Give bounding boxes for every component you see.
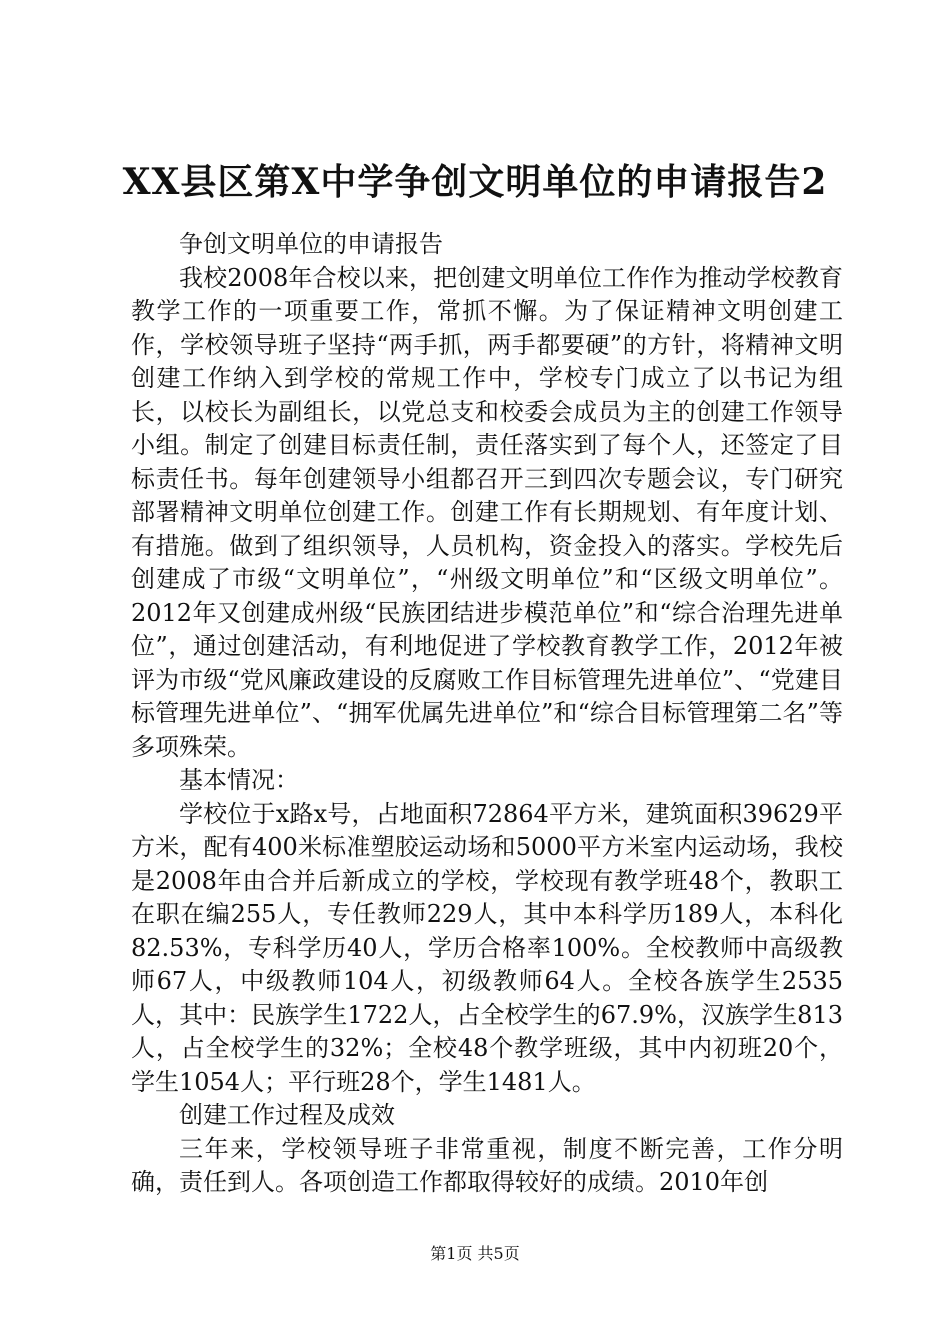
section-heading-process: 创建工作过程及成效 [179, 1101, 395, 1129]
intro-paragraph: 我校2008年合校以来，把创建文明单位工作作为推动学校教育教学工作的一项重要工作，常抓不懈。为了保证精神文明创建工作，学校领导班子坚持“两手抓，两手都要硬”的方针，将精神文明创建工作纳入到学校的常规工作中，学校专门成立了以书记为组长，以校长为副组长，以党总支和校委会成员为主的创建工作领导小组。制定了创建目标责任制，责任落实到了每个人，还签定了目标责任书。每年创建领导小组都召开三到四次专题会议，专门研究部署精神文明单位创建工作。创建工作有长期规划、有年度计划、有措施。做到了组织领导，人员机构，资金投入的落实。学校先后创建成了市级“文明单位”，“州级文明单位”和“区级文明单位”。2012年又创建成州级“民族团结进步模范单位”和“综合治理先进单位”，通过创建活动，有利地促进了学校教育教学工作，2012年被评为市级“党风廉政建设的反腐败工作目标管理先进单位”、“党建目标管理先进单位”、“拥军优属先进单位”和“综合目标管理第二名”等多项殊荣。 [131, 263, 843, 761]
basic-info-paragraph: 学校位于x路x号，占地面积72864平方米，建筑面积39629平方米，配有400米标准塑胶运动场和5000平方米室内运动场，我校是2008年由合并后新成立的学校，学校现有教学班48个，教职工在职在编255人，专任教师229人，其中本科学历189人，本科化82.53%，专科学历40人，学历合格率100%。全校教师中高级教师67人，中级教师104人，初级教师64人。全校各族学生2535人，其中：民族学生1722人，占全校学生的67.9%，汉族学生813人，占全校学生的32%；全校48个教学班级，其中内初班20个，学生1054人；平行班28个，学生1481人。 [131, 799, 843, 1096]
process-paragraph: 三年来，学校领导班子非常重视，制度不断完善，工作分明确，责任到人。各项创造工作都取得较好的成绩。2010年创 [131, 1134, 843, 1196]
page-footer: 第1页 共5页 [430, 1244, 520, 1263]
document-body [131, 228, 843, 1200]
document-title: XX县区第X中学争创文明单位的申请报告2 [122, 161, 828, 203]
section-heading-basic-info: 基本情况： [179, 766, 299, 794]
document-subtitle: 争创文明单位的申请报告 [179, 230, 443, 258]
